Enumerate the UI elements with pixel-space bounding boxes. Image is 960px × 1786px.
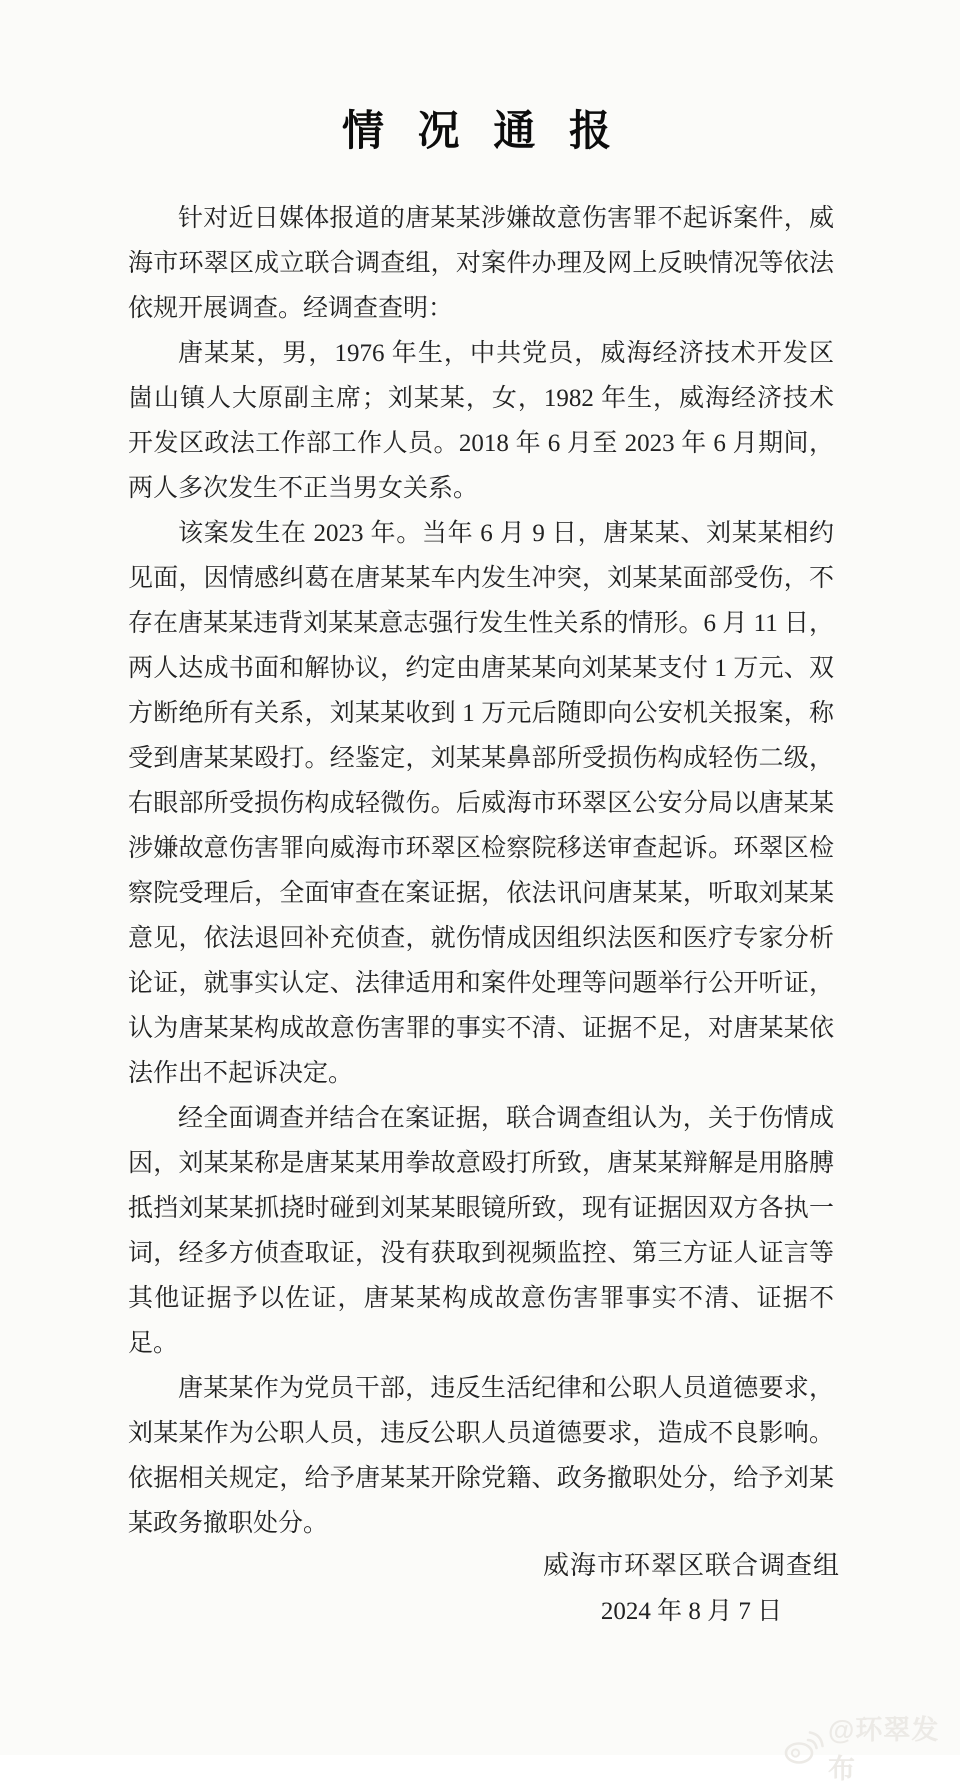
watermark-handle: @环翠发布 (828, 1715, 940, 1784)
paragraph-persons: 唐某某，男，1976 年生，中共党员，威海经济技术开发区崮山镇人大原副主席；刘某某，女，1982 年生，威海经济技术开发区政法工作部工作人员。2018 年 6 月至 2023 年 6 月期间，两人多次发生不正当男女关系。 (128, 340, 834, 502)
paragraph-intro: 针对近日媒体报道的唐某某涉嫌故意伤害罪不起诉案件，威海市环翠区成立联合调查组，对案件办理及网上反映情况等依法依规开展调查。经调查查明： (128, 205, 834, 322)
watermark (782, 1708, 960, 1786)
paragraph-disciplinary-actions: 唐某某作为党员干部，违反生活纪律和公职人员道德要求，刘某某作为公职人员，违反公职人员道德要求，造成不良影响。依据相关规定，给予唐某某开除党籍、政务撤职处分，给予刘某某政务撤职处分。 (128, 1375, 834, 1537)
signature-organization: 威海市环翠区联合调查组 (542, 1551, 840, 1580)
paragraph-investigation-findings: 经全面调查并结合在案证据，联合调查组认为，关于伤情成因，刘某某称是唐某某用拳故意殴打所致，唐某某辩解是用胳膊抵挡刘某某抓挠时碰到刘某某眼镜所致，现有证据因双方各执一词，经多方侦查取证，没有获取到视频监控、第三方证人证言等其他证据予以佐证，唐某某构成故意伤害罪事实不清、证据不足。 (128, 1105, 834, 1357)
page-title: 情 况 通 报 (341, 107, 618, 154)
signature-date: 2024 年 8 月 7 日 (600, 1598, 783, 1625)
paragraph-case-details: 该案发生在 2023 年。当年 6 月 9 日，唐某某、刘某某相约见面，因情感纠葛在唐某某车内发生冲突，刘某某面部受伤，不存在唐某某违背刘某某意志强行发生性关系的情形。6 月 11 日，两人达成书面和解协议，约定由唐某某向刘某某支付 1 万元、双方断绝所有关系，刘某某收到 1 万元后随即向公安机关报案，称受到唐某某殴打。经鉴定，刘某某鼻部所受损伤构成轻伤二级，右眼部所受损伤构成轻微伤。后威海市环翠区公安分局以唐某某涉嫌故意伤害罪向威海市环翠区检察院移送审查起诉。环翠区检察院受理后，全面审查在案证据，依法讯问唐某某，听取刘某某意见，依法退回补充侦查，就伤情成因组织法医和医疗专家分析论证，就事实认定、法律适用和案件处理等问题举行公开听证，认为唐某某构成故意伤害罪的事实不清、证据不足，对唐某某依法作出不起诉决定。 (128, 520, 834, 1087)
notice-body (128, 196, 834, 1546)
signature-block (543, 1549, 840, 1629)
weibo-icon (782, 1726, 824, 1768)
